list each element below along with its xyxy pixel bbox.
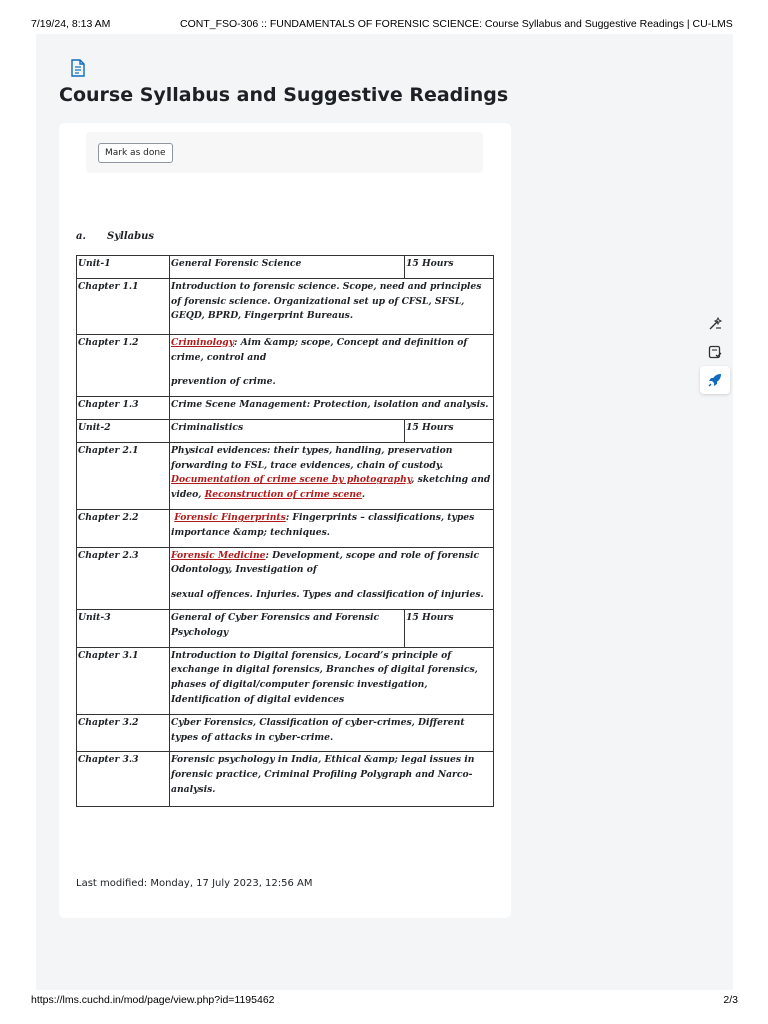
unit-cell: Unit-1 xyxy=(77,256,170,279)
mark-as-done-button[interactable]: Mark as done xyxy=(98,143,173,163)
chapter-description: Crime Scene Management: Protection, isolation and analysis. xyxy=(170,397,494,420)
chapter-description: Introduction to forensic science. Scope, need and principles of forensic science. Organizational set up of CFSL, SFSL, GEQD, BPRD, Fingerprint Bureaus. xyxy=(170,278,494,334)
chapter-cell: Chapter 2.1 xyxy=(77,442,170,509)
chapter-text: sexual offences. Injuries. Types and classification of injuries. xyxy=(171,589,484,601)
table-row xyxy=(77,509,494,547)
chapter-description: Cyber Forensics, Classification of cyber-crimes, Different types of attacks in cyber-crime. xyxy=(170,714,494,752)
content-card xyxy=(59,123,511,918)
unit-title-cell: Criminalistics xyxy=(170,419,405,442)
chapter-text: : Development, scope and role of forensic Odontology, Investigation of xyxy=(171,549,480,576)
chapter-description xyxy=(170,547,494,609)
rocket-icon[interactable] xyxy=(700,366,730,394)
chapter-cell: Chapter 1.3 xyxy=(77,397,170,420)
magic-wand-icon[interactable] xyxy=(700,310,730,338)
syllabus-heading xyxy=(76,231,154,242)
chapter-description xyxy=(170,442,494,509)
chapter-description xyxy=(170,509,494,547)
documentation-link[interactable]: Documentation of crime scene by photography xyxy=(171,474,412,486)
table-row xyxy=(77,647,494,714)
chapter-cell: Chapter 1.2 xyxy=(77,334,170,396)
print-datetime: 7/19/24, 8:13 AM xyxy=(31,18,111,30)
chapter-cell: Chapter 2.3 xyxy=(77,547,170,609)
forensic-medicine-link[interactable]: Forensic Medicine xyxy=(171,549,266,561)
chapter-text: : Fingerprints – classifications, types importance &amp; techniques. xyxy=(171,511,475,538)
checklist-icon[interactable] xyxy=(700,338,730,366)
side-toolbar xyxy=(700,310,730,394)
last-modified: Last modified: Monday, 17 July 2023, 12:56 AM xyxy=(76,878,313,889)
chapter-description xyxy=(170,334,494,396)
chapter-cell: Chapter 1.1 xyxy=(77,278,170,334)
unit-cell: Unit-2 xyxy=(77,419,170,442)
table-row xyxy=(77,334,494,396)
syllabus-label: Syllabus xyxy=(107,231,155,242)
print-header xyxy=(0,0,768,34)
document-icon xyxy=(68,58,88,78)
chapter-description: Forensic psychology in India, Ethical &amp; legal issues in forensic practice, Criminal Profiling Polygraph and Narco-analysis. xyxy=(170,752,494,807)
table-row xyxy=(77,419,494,442)
table-row xyxy=(77,256,494,279)
chapter-cell: Chapter 3.3 xyxy=(77,752,170,807)
page-counter: 2/3 xyxy=(723,994,738,1006)
table-row xyxy=(77,397,494,420)
chapter-cell: Chapter 2.2 xyxy=(77,509,170,547)
table-row xyxy=(77,442,494,509)
table-row xyxy=(77,278,494,334)
unit-title-cell: General Forensic Science xyxy=(170,256,405,279)
syllabus-table xyxy=(76,255,494,807)
chapter-text: : Aim &amp; scope, Concept and definition of crime, control and xyxy=(171,336,468,363)
reconstruction-link[interactable]: Reconstruction of crime scene xyxy=(204,489,362,501)
unit-cell: Unit-3 xyxy=(77,609,170,647)
chapter-cell: Chapter 3.1 xyxy=(77,647,170,714)
criminology-link[interactable]: Criminology xyxy=(171,336,235,348)
chapter-text: Physical evidences: their types, handling, preservation forwarding to FSL, trace evidences, chain of custody. xyxy=(171,444,453,471)
chapter-text: , sketching and video, xyxy=(171,474,491,501)
page-url: https://lms.cuchd.in/mod/page/view.php?id=1195462 xyxy=(31,994,275,1006)
chapter-text: . xyxy=(361,489,366,501)
table-row xyxy=(77,609,494,647)
page-title: Course Syllabus and Suggestive Readings xyxy=(59,84,509,106)
hours-cell: 15 Hours xyxy=(405,256,494,279)
print-footer xyxy=(0,990,768,1024)
hours-cell: 15 Hours xyxy=(405,419,494,442)
chapter-text: prevention of crime. xyxy=(171,376,276,388)
forensic-fingerprints-link[interactable]: Forensic Fingerprints xyxy=(174,511,286,523)
table-row xyxy=(77,752,494,807)
print-page-title: CONT_FSO-306 :: FUNDAMENTALS OF FORENSIC SCIENCE: Course Syllabus and Suggestive Readings | CU-LMS xyxy=(180,18,733,30)
syllabus-marker: a. xyxy=(76,231,86,242)
chapter-description: Introduction to Digital forensics, Locard’s principle of exchange in digital forensics, Branches of digital forensics, phases of digital/computer forensic investigation, Identification of digital evidences xyxy=(170,647,494,714)
table-row xyxy=(77,714,494,752)
chapter-cell: Chapter 3.2 xyxy=(77,714,170,752)
table-row xyxy=(77,547,494,609)
unit-title-cell: General of Cyber Forensics and Forensic Psychology xyxy=(170,609,405,647)
completion-info xyxy=(86,132,483,173)
hours-cell: 15 Hours xyxy=(405,609,494,647)
